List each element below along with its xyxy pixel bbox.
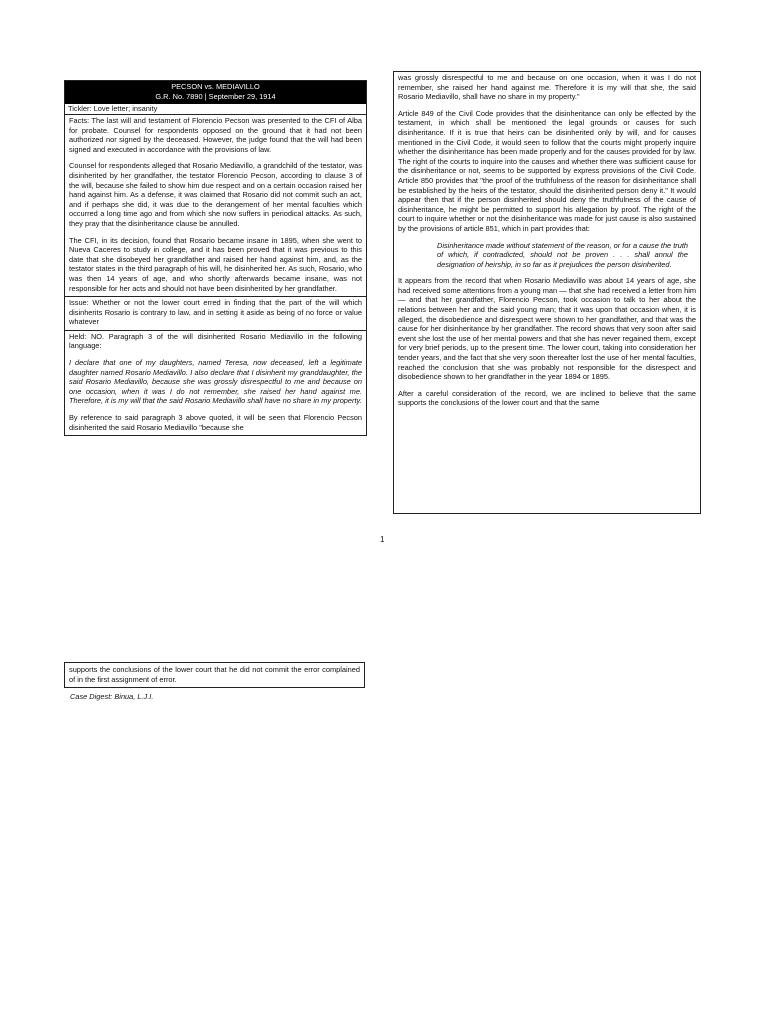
case-digest-credit	[70, 692, 153, 702]
digest-label: Case Digest:	[70, 692, 113, 701]
facts-paragraph: The CFI, in its decision, found that Rosario became insane in 1895, when she went to Nueva Caceres to study in college, and it has been proved that it was previous to this date that she disobeyed her grandfather and raised her hand against him, and, as the testator states in the third paragraph of his will, he disinherited her. As such, Rosario, who was then 14 years of age, and who shortly afterwards became insane, was not responsible for her acts and should not have been disinherited by her grandfather.	[69, 235, 362, 293]
issue-text: Issue: Whether or not the lower court erred in finding that the part of the will which disinherits Rosario is contrary to law, and in setting it aside as being of no force or value whatever	[69, 298, 362, 327]
continuation-box	[64, 662, 365, 688]
will-quote: I declare that one of my daughters, named Teresa, now deceased, left a legitimate daughter named Rosario Mediavillo. I also declare that I disinherit my granddaughter, the said Rosario Mediavillo, because she was grossly disrespectful to me and because on one occasion, when it was I do not remember, she raised her hand against me. Therefore, it is my will that the said Rosario Mediavillo shall have no share in my property.	[69, 358, 362, 406]
tickler: Tickler: Love letter; insanity	[65, 104, 366, 115]
quote-continuation: was grossly disrespectful to me and because on one occasion, when it was I do not remember, she raised her hand against me. Therefore it is my will that she, the said Rosario Mediavillo, shall have no share in my property."	[398, 73, 696, 102]
right-column	[393, 71, 701, 514]
conclusion-continuation: supports the conclusions of the lower court that he did not commit the error complained of in the first assignment of error.	[69, 665, 360, 684]
left-column	[64, 80, 367, 436]
facts-paragraph: Facts: The last will and testament of Florencio Pecson was presented to the CFI of Alba for probate. Counsel for respondents opposed on the ground that it had not been authorized nor signed by the deceased. However, the judge found that the will had been signed and executed in accordance with the provisions of law.	[69, 116, 362, 154]
case-citation: G.R. No. 7890 | September 29, 1914	[155, 92, 276, 101]
held-intro: Held: NO. Paragraph 3 of the will disinherited Rosario Mediavillo in the following language:	[69, 331, 362, 351]
facts-section	[65, 115, 366, 297]
held-reference: By reference to said paragraph 3 above quoted, it will be seen that Florencio Pecson disinherited the said Rosario Mediavillo "because she	[69, 413, 362, 432]
article-851-quote: Disinheritance made without statement of the reason, or for a cause the truth of which, if contradicted, should not be proven . . . shall annul the designation of heirship, in so far as it prejudices the person disinherited.	[437, 240, 689, 269]
held-section	[65, 331, 366, 435]
article-849-paragraph: Article 849 of the Civil Code provides that the disinheritance can only be effected by the testament, in which shall be mentioned the legal grounds or causes for such disinheritance. If it is true that heirs can be disinherited only by will, and for causes mentioned in the Civil Code, it would seen to follow that the courts might properly inquire whether the disinheritance has been made properly and for the causes provided for by law. The right of the courts to inquire into the causes and whether there was sufficient cause for the disinheritance or not, seems to be supported by express provisions of the Civil Code. Article 850 provides that "the proof of the truthfulness of the reason for disinheritance shall be established by the heirs of the testator, should the disinherited person deny it." It would appear then that if the person disinherited should deny the truthfulness of the cause of disinheritance, he might be permitted to support his allegation by proof. The right of the court to inquire whether or not the disinheritance was made for just cause is also sustained by the provisions of article 851, which in part provides that:	[398, 108, 696, 233]
facts-paragraph: Counsel for respondents alleged that Rosario Mediavillo, a grandchild of the testator, was disinherited by her grandfather, the testator Florencio Pecson, according to clause 3 of the will, because she failed to show him due respect and on a certain occasion raised her hand against him. As a defense, it was claimed that Rosario did not commit such an act, and if perhaps she did, it was due to the derangement of her mental faculties which occurred a long time ago and from which she now suffers in periodical attacks. As such, they pray that the disinheritance clause be annulled.	[69, 161, 362, 228]
issue-section	[65, 297, 366, 331]
page-number: 1	[380, 535, 385, 544]
digest-author: Binua, L.J.I.	[114, 692, 154, 701]
case-header	[65, 81, 366, 104]
case-title: PECSON vs. MEDIAVILLO	[171, 82, 260, 91]
record-paragraph: It appears from the record that when Rosario Mediavillo was about 14 years of age, she had received some attentions from a young man — that she had received a letter from him — and that her grandfather, Florencio Pecson, took occasion to talk to her about the relations between her and the said young man; that it was upon that occasion when, it is alleged, the disobedience and disrespect were shown to her grandfather, and that was the cause for her disinheritance by her grandfather. The record shows that very soon after said event she lost the use of her mental powers and that she has never regained them, except for very brief periods, up to the present time. The lower court, taking into consideration her tender years, and the fact that she very soon thereafter lost the use of her mental faculties, reached the conclusion that she was probably not responsible for the disrespect and disobedience shown to her grandfather in the year 1894 or 1895.	[398, 276, 696, 382]
conclusion-paragraph: After a careful consideration of the record, we are inclined to believe that the same supports the conclusions of the lower court and that the same	[398, 388, 696, 408]
